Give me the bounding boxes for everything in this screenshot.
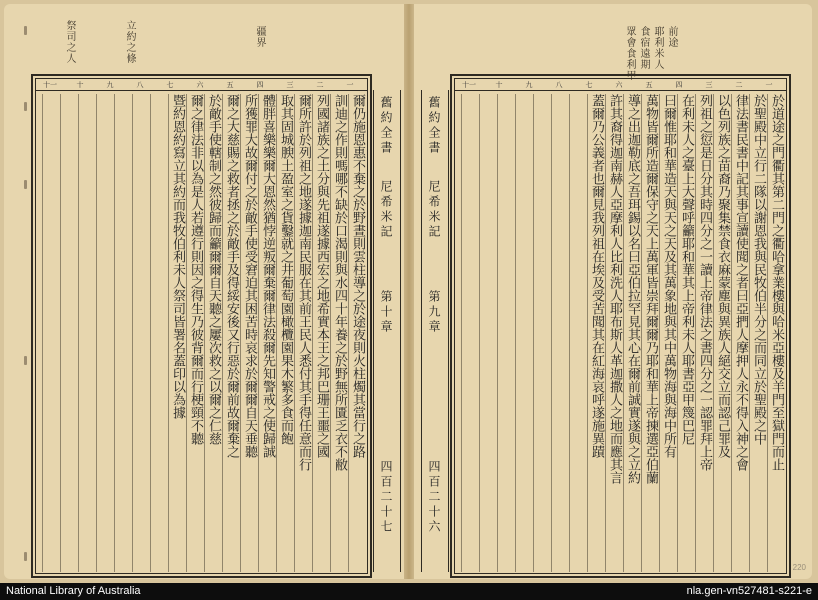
header-note: 立約之條 <box>124 20 135 64</box>
page-spine-left <box>373 90 401 572</box>
header-note: 眾會食利甲 <box>624 26 635 81</box>
text-column: 爾之律法非以為是人若遵行則因之得生乃彼背爾而行梗頸不聽 <box>188 94 203 445</box>
column-number: 一 <box>346 81 354 89</box>
header-note: 耶利米人 <box>652 26 663 70</box>
text-column: 曰爾惟耶和華造天與天之天及其萬象地與其中萬物海與海中所有 <box>661 94 676 458</box>
text-column: 爾所許於列祖之地遂據迦南民服在其前王民人悉付其手得任意而行 <box>296 94 311 471</box>
text-columns <box>456 94 785 572</box>
column-number: 二 <box>735 81 743 89</box>
stitch-hole <box>24 552 27 561</box>
text-column: 所獲罪大故爾付之於敵手使受窘迫其困苦時哀求於爾爾自天垂聽 <box>242 94 257 458</box>
chapter-label: 第十章 <box>379 290 393 335</box>
column-number-row <box>35 80 368 91</box>
column-number: 五 <box>645 81 653 89</box>
text-column: 體胖喜樂樂爾大恩然猶悖逆叛爾棄爾律法殺爾先知警戒之使歸誠 <box>260 94 275 458</box>
footer-bar <box>0 583 818 600</box>
column-number: 四 <box>675 81 683 89</box>
column-number: 八 <box>136 81 144 89</box>
pencil-mark: 220 <box>792 563 806 572</box>
footer-identifier: nla.gen-vn527481-s221-e <box>686 585 812 597</box>
column-number: 九 <box>106 81 114 89</box>
column-number: 七 <box>585 81 593 89</box>
stitch-hole <box>24 102 27 111</box>
column-number: 十一 <box>462 81 476 89</box>
text-column: 於聖殿中立行二隊以謝恩我與民牧伯半分之而同立於聖殿之中 <box>751 94 766 445</box>
text-column: 列祖之愆是日分其時四分之一讀上帝律法之書四分之一認罪拜上帝 <box>697 94 712 471</box>
header-note: 疆界 <box>254 26 265 48</box>
text-column: 蓋爾乃公義者也爾見我列祖在埃及受苦聞其在紅海哀呼遂施異蹟 <box>589 94 604 458</box>
text-column: 導之出迦勒底之吾珥錫以名曰亞伯拉罕見其心在爾前誠實遂與之立約 <box>625 94 640 484</box>
text-column: 取其固城腴土盈室之貨鑿就之井葡萄園橄欖園果木繁多食而飽 <box>278 94 293 445</box>
text-column: 爾仍施恩惠不棄之於野晝則雲柱導之於途夜則火柱燭其當行之路 <box>350 94 365 458</box>
text-column: 萬物皆爾所造爾保守之天上萬軍皆崇拜爾爾乃耶和華上帝揀選亞伯蘭 <box>643 94 658 484</box>
header-note: 前途 <box>666 26 677 48</box>
stitch-hole <box>24 356 27 365</box>
column-number: 三 <box>705 81 713 89</box>
book-name: 尼希米記 <box>379 180 393 240</box>
text-column: 在利未人之臺上大聲呼籲耶和華其上帝利未人耶書亞甲篾巴尼 <box>679 94 694 445</box>
column-number: 十 <box>76 81 84 89</box>
column-number: 九 <box>525 81 533 89</box>
column-number: 一 <box>765 81 773 89</box>
column-number: 三 <box>286 81 294 89</box>
header-note: 食宿遠期 <box>638 26 649 70</box>
chapter-label: 第九章 <box>427 290 441 335</box>
column-number: 六 <box>196 81 204 89</box>
page-number: 四百二十六 <box>427 460 441 535</box>
book-gutter <box>404 4 414 579</box>
column-number: 七 <box>166 81 174 89</box>
column-number: 四 <box>256 81 264 89</box>
book-name: 尼希米記 <box>427 180 441 240</box>
text-frame-left <box>31 74 393 578</box>
text-column: 暨約恩約寫立其約而我牧伯利未人祭司皆署名蓋印以為據 <box>170 94 185 419</box>
column-number: 十 <box>495 81 503 89</box>
column-number: 六 <box>615 81 623 89</box>
page-spine-right <box>421 90 449 572</box>
column-number: 五 <box>226 81 234 89</box>
column-number: 八 <box>555 81 563 89</box>
text-column: 以色列族之苗裔乃聚集禁食衣麻蒙塵與異族人絕交立而認己罪及 <box>715 94 730 458</box>
text-column: 律法書民書中記其事宣讀使聞之者曰亞捫人摩押人永不得入神之會 <box>733 94 748 471</box>
column-number: 二 <box>316 81 324 89</box>
text-column: 於道途之門衢其第二門之衢哈拿業樓與哈米亞樓及羊門至獄門而止 <box>769 94 784 471</box>
column-number: 十一 <box>43 81 57 89</box>
text-column: 爾之大慈賜之救者拯之於敵手及得綏安後又行惡於爾前故爾棄之 <box>224 94 239 458</box>
stitch-hole <box>24 180 27 189</box>
text-column: 許其裔得迦南赫人亞摩利人比利洗人耶布斯人革迦撒人之地而應其言 <box>607 94 622 484</box>
text-column: 列國諸族之土分與先祖遂據西宏之地希實本王之邦巴珊王噩之國 <box>314 94 329 458</box>
footer-credit: National Library of Australia <box>6 585 141 597</box>
right-page <box>414 4 812 579</box>
page-number: 四百二十七 <box>379 460 393 535</box>
left-page <box>4 4 404 579</box>
book-collection-title: 舊約全書 <box>379 96 393 156</box>
text-frame-right <box>427 74 791 578</box>
text-column: 訓迪之作則嗎哪不缺於口渴則與水四十年養之於野無所匱乏衣不敝 <box>332 94 347 471</box>
stitch-hole <box>24 26 27 35</box>
text-columns <box>37 94 366 572</box>
header-note: 祭司之人 <box>64 20 75 64</box>
text-column: 於敵手使轄制之然彼歸而籲爾爾自天聽之屢次救之以爾之仁慈 <box>206 94 221 445</box>
column-number-row <box>454 80 787 91</box>
book-collection-title: 舊約全書 <box>427 96 441 156</box>
